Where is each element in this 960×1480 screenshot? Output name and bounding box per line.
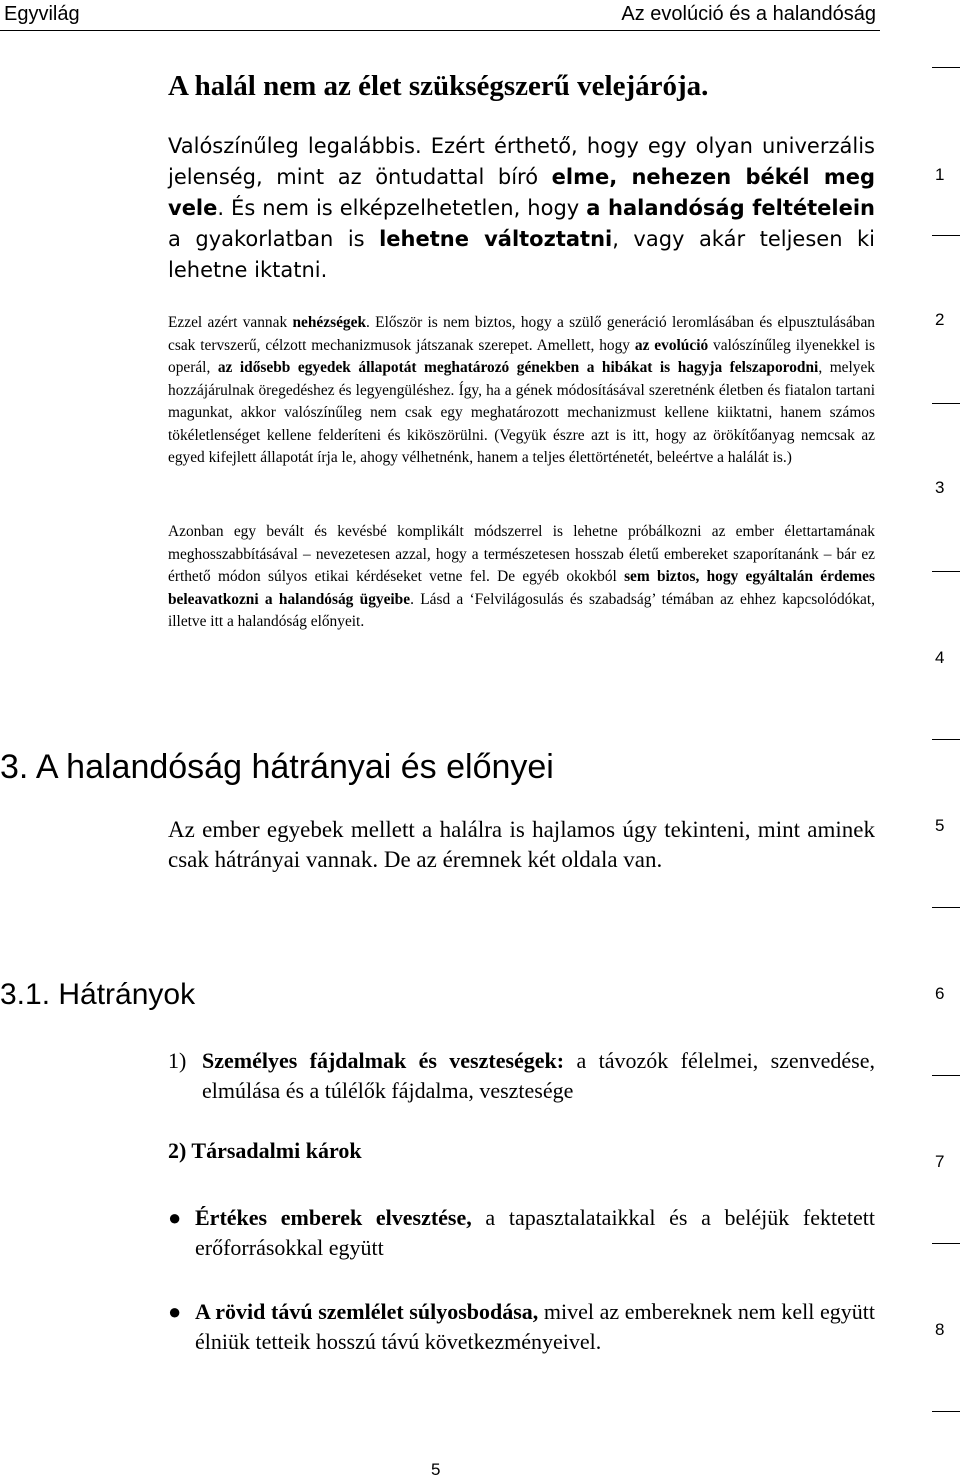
heading-section-3-1: 3.1. Hátrányok xyxy=(0,978,196,1011)
margin-number: 5 xyxy=(935,816,945,835)
list-item: 2) Társadalmi károk xyxy=(168,1138,362,1163)
margin-number: 7 xyxy=(935,1152,945,1171)
list-item-text: Személyes fájdalmak és veszteségek: a távozók félelmei, szenvedése, elmúlása és a túlélők fájdalma, vesztesége xyxy=(202,1048,876,1103)
page-header xyxy=(0,0,880,31)
method-paragraph: Azonban egy bevált és kevésbé komplikált módszerrel is lehetne próbálkozni az ember élettartamának meghosszabbításával – nevezetesen azzal, hogy a természetesen hosszab életű embereket szaporítanánk – bár ez érthető módon súlyos etikai kérdéseket vetne fel. De egyéb okokból sem biztos, hogy egyáltalán érdemes beleavatkozni a halandóság ügyeibe. Lásd a ‘Felvilágosulás és szabadság’ témában az ehhez kapcsolódókat, illetve itt a halandóság előnyeit. xyxy=(168,523,875,630)
margin-rule xyxy=(932,1411,960,1412)
margin-rule xyxy=(932,907,960,908)
margin-rule xyxy=(932,403,960,404)
margin-rule xyxy=(932,235,960,236)
margin-rule xyxy=(932,571,960,572)
margin-number: 3 xyxy=(935,478,945,497)
bullet-icon: ● xyxy=(168,1205,182,1230)
margin-rule xyxy=(932,1075,960,1076)
section-3-paragraph: Az ember egyebek mellett a halálra is hajlamos úgy tekinteni, mint aminek csak hátrányai vannak. De az éremnek két oldala van. xyxy=(168,817,875,872)
difficulties-paragraph: Ezzel azért vannak nehézségek. Először is nem biztos, hogy a szülő generáció leromlásában és elpusztulásában csak tervszerű, célzott mechanizmusok játszanak szerepet. Amellett, hogy az evolúció valószínűleg ilyenekkel is operál, az idősebb egyedek állapotát meghatározó génekben a hibákat is hagyja felszaporodni, melyek hozzájárulnak öregedéshez és legyengüléshez. Így, ha a gének módosításával szeretnénk életben és fiatalon tartani magunkat, akkor valószínűleg nem csak egy meghatározott mechanizmust kellene kiiktatni, hanem számos tökéletlenséget kellene felderíteni és kiköszörülni. (Vegyük észre azt is itt, hogy az örökítőanyag nemcsak az egyed kifejlett állapotát írja le, ahogy vélhetnénk, hanem a teljes élettörténetét, beleértve a halálát is.) xyxy=(168,314,875,466)
margin-rule xyxy=(932,1243,960,1244)
margin-rule xyxy=(932,739,960,740)
list-item-number: 1) xyxy=(168,1048,187,1073)
page-number: 5 xyxy=(431,1460,441,1479)
bullet-text: A rövid távú szemlélet súlyosbodása, mivel az embereknek nem kell együtt élniük tetteik hosszú távú következményeivel. xyxy=(195,1299,875,1354)
margin-number: 1 xyxy=(935,165,945,184)
intro-paragraph: Valószínűleg legalábbis. Ezért érthető, hogy egy olyan univerzális jelenség, mint az öntudattal bíró elme, nehezen békél meg vele. És nem is elképzelhetetlen, hogy a halandóság feltételein a gyakorlatban is lehetne változtatni, vagy akár teljesen ki lehetne iktatni. xyxy=(168,134,875,282)
margin-number: 4 xyxy=(935,648,945,667)
bullet-text: Értékes emberek elvesztése, a tapasztalataikkal és a beléjük fektetett erőforrásokkal együtt xyxy=(195,1205,875,1260)
margin-number: 2 xyxy=(935,310,945,329)
section-title: A halál nem az élet szükségszerű velejárója. xyxy=(168,70,709,102)
margin-number: 8 xyxy=(935,1320,945,1339)
header-left: Egyvilág xyxy=(4,3,80,25)
margin-number: 6 xyxy=(935,984,945,1003)
heading-section-3: 3. A halandóság hátrányai és előnyei xyxy=(0,748,554,786)
bullet-icon: ● xyxy=(168,1299,182,1324)
header-right: Az evolúció és a halandóság xyxy=(621,3,876,25)
margin-rule xyxy=(932,67,960,68)
